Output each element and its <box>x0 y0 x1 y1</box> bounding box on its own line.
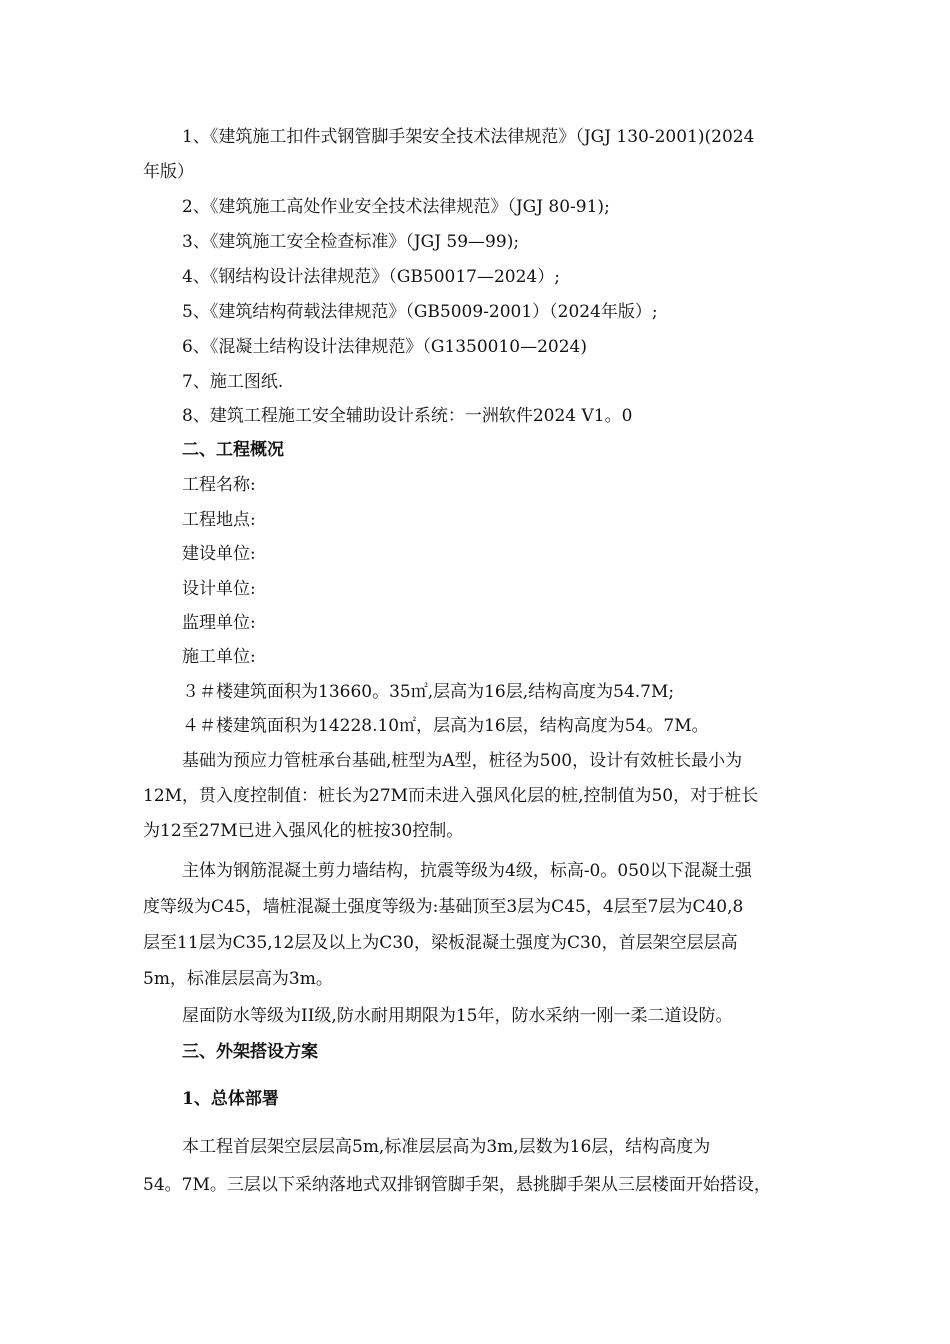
reference-item-3: 3、《建筑施工安全检查标准》（JGJ 59—99); <box>182 232 520 252</box>
structure-paragraph-line: 层至11层为C35,12层及以上为C30，梁板混凝土强度为C30，首层架空层层高 <box>143 933 738 953</box>
reference-item-1-continued: 年版） <box>143 162 194 182</box>
reference-item-5: 5、《建筑结构荷载法律规范》（GB5009-2001）（2024年版）; <box>182 302 658 322</box>
foundation-paragraph-line: 为12至27M已进入强风化的桩按30控制。 <box>143 821 464 841</box>
reference-item-7: 7、施工图纸. <box>182 372 284 392</box>
reference-item-6: 6、《混凝土结构设计法律规范》（G1350010—2024) <box>182 337 588 357</box>
building-3-info: ３＃楼建筑面积为13660。35㎡,层高为16层,结构高度为54.7M; <box>182 682 675 702</box>
section-heading-project-overview: 二、工程概况 <box>182 440 284 460</box>
roof-waterproofing-line: 屋面防水等级为II级,防水耐用期限为15年，防水采纳一刚一柔二道设防。 <box>182 1006 733 1026</box>
subheading-overall-deployment: 1、总体部署 <box>182 1089 279 1109</box>
reference-item-8: 8、建筑工程施工安全辅助设计系统：一洲软件2024 V1。0 <box>182 406 633 426</box>
building-4-info: ４＃楼建筑面积为14228.10㎡，层高为16层，结构高度为54。7M。 <box>182 716 709 736</box>
foundation-paragraph-line: 基础为预应力管桩承台基础,桩型为A型，桩径为500，设计有效桩长最小为 <box>182 751 743 771</box>
reference-item-1: 1、《建筑施工扣件式钢管脚手架安全技术法律规范》（JGJ 130-2001)(2024 <box>182 127 755 147</box>
field-construction-unit: 施工单位: <box>182 647 256 667</box>
structure-paragraph-line: 5m，标准层层高为3m。 <box>143 969 333 989</box>
field-owner-unit: 建设单位: <box>182 544 256 564</box>
field-project-name: 工程名称: <box>182 475 256 495</box>
foundation-paragraph-line: 12M，贯入度控制值：桩长为27M而未进入强风化层的桩,控制值为50，对于桩长 <box>143 786 759 806</box>
deployment-paragraph-line: 54。7M。三层以下采纳落地式双排钢管脚手架，悬挑脚手架从三层楼面开始搭设， <box>143 1175 771 1195</box>
reference-item-4: 4、《钢结构设计法律规范》（GB50017—2024）; <box>182 267 560 287</box>
section-heading-scaffold-plan: 三、外架搭设方案 <box>182 1042 318 1062</box>
structure-paragraph-line: 主体为钢筋混凝土剪力墙结构，抗震等级为4级，标高-0。050以下混凝土强 <box>182 861 752 881</box>
field-supervision-unit: 监理单位: <box>182 613 256 633</box>
field-design-unit: 设计单位: <box>182 579 256 599</box>
field-project-location: 工程地点: <box>182 510 256 530</box>
reference-item-2: 2、《建筑施工高处作业安全技术法律规范》（JGJ 80-91); <box>182 197 610 217</box>
deployment-paragraph-line: 本工程首层架空层层高5m,标准层层高为3m,层数为16层，结构高度为 <box>182 1137 711 1157</box>
structure-paragraph-line: 度等级为C45，墙桩混凝土强度等级为:基础顶至3层为C45，4层至7层为C40,8 <box>143 897 744 917</box>
